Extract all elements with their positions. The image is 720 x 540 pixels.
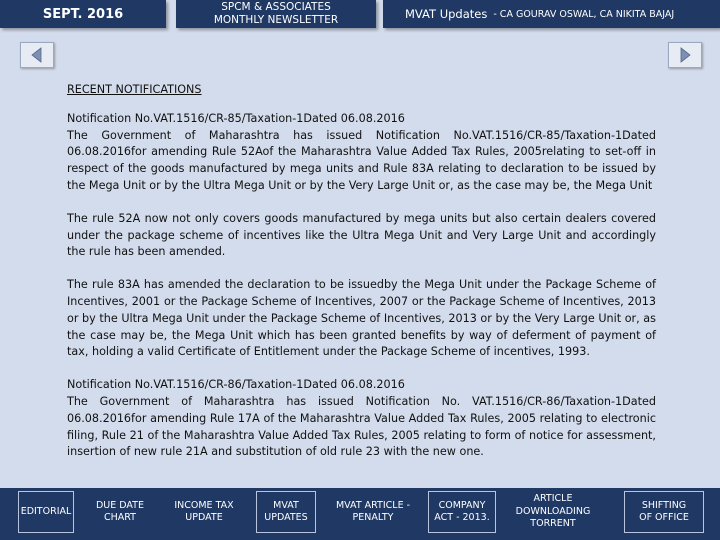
newsletter-date-text: SEPT. 2016: [42, 6, 124, 22]
nav-article-label-2: DOWNLOADING: [515, 505, 591, 517]
arrow-left-icon: [28, 46, 46, 64]
nav-shifting-label-1: SHIFTING: [641, 499, 687, 511]
previous-slide-button[interactable]: [20, 42, 54, 68]
nav-companies-act[interactable]: [428, 491, 496, 533]
nav-companies-label-1: COMPANY: [438, 499, 486, 511]
nav-mvat-label-1: MVAT: [273, 499, 299, 511]
firm-banner: [176, 0, 376, 28]
notification-1-title: Notification No.VAT.1516/CR-85/Taxation-1Dated 06.08.2016: [67, 111, 405, 125]
nav-editorial-label: EDITORIAL: [20, 505, 72, 517]
nav-income-tax-update[interactable]: [167, 490, 241, 534]
page-title: MVAT Updates: [405, 7, 488, 21]
nav-article-label-1: ARTICLE: [533, 493, 573, 505]
nav-article-downloading-torrent[interactable]: [508, 490, 598, 534]
article-content: [67, 82, 656, 477]
next-slide-button[interactable]: [668, 42, 702, 68]
paragraph-rule-52a: The rule 52A now not only covers goods manufactured by mega units but also certain dealers covered under the package scheme of incentives like the Ultra Mega Unit and Very Large Unit and accordingly the rule has been amended.: [67, 211, 656, 259]
nav-income-tax-label-2: UPDATE: [185, 512, 223, 523]
nav-mvat-article-penalty[interactable]: [328, 490, 418, 534]
notification-1-body: The Government of Maharashtra has issued Notification No.VAT.1516/CR-85/Taxation-1Dated 06.08.2016for amending Rule 52Aof the Maharashtra Value Added Tax Rules, 2005relating to set-off in respect of the goods manufactured by mega units and Rule 83A relating to declaration to be issued by the Mega Unit or by the Ultra Mega Unit or by the Very Large Unit or, as the case may be, the Mega Unit: [67, 128, 656, 192]
nav-mvat-article-label-1: MVAT ARTICLE -: [335, 499, 411, 511]
page-authors: - CA GOURAV OSWAL, CA NIKITA BAJAJ: [493, 8, 675, 20]
notification-2-body: The Government of Maharashtra has issued Notification No. VAT.1516/CR-86/Taxation-1Dated 06.08.2016for amending Rule 17A of the Maharashtra Value Added Tax Rules, 2005 relating to electronic filing, Rule 21 of the Maharashtra Value Added Tax Rules, 2005 relating to form of notice for assessment, insertion of new rule 21A and substitution of old rule 23 with the new one.: [67, 394, 656, 459]
page-title-banner: [383, 0, 720, 28]
newsletter-date: [0, 0, 166, 28]
nav-companies-label-2: ACT - 2013.: [434, 512, 490, 523]
arrow-right-icon: [676, 46, 694, 64]
nav-shifting-of-office[interactable]: [624, 491, 704, 533]
nav-income-tax-label-1: INCOME TAX: [174, 499, 234, 511]
nav-due-date-chart[interactable]: [88, 490, 152, 534]
nav-article-label-3: TORRENT: [530, 518, 576, 530]
newsletter-label: MONTHLY NEWSLETTER: [213, 14, 339, 26]
nav-editorial[interactable]: [18, 491, 74, 533]
nav-due-date-label-1: DUE DATE: [95, 499, 144, 511]
nav-mvat-article-label-2: PENALTY: [352, 512, 394, 523]
nav-mvat-label-2: UPDATES: [264, 512, 308, 523]
section-heading: RECENT NOTIFICATIONS: [67, 83, 202, 96]
nav-shifting-label-2: OF OFFICE: [639, 512, 689, 523]
notification-2-title: Notification No.VAT.1516/CR-86/Taxation-1Dated 06.08.2016: [67, 378, 405, 392]
nav-due-date-label-2: CHART: [103, 512, 136, 523]
paragraph-rule-83a: The rule 83A has amended the declaration to be issuedby the Mega Unit under the Package Scheme of Incentives, 2001 or the Package Scheme of Incentives, 2007 or the Package Scheme of Incentives, 2013 or by the Ultra Mega Unit under the Package Scheme of Incentives, 2013 or by the Very Large Unit or, as the case may be, the Mega Unit which has been granted benefits by way of deferment of payment of tax, holding a valid Certificate of Entitlement under the Package Scheme of incentives, 1993.: [67, 278, 656, 359]
nav-mvat-updates[interactable]: [256, 491, 316, 533]
firm-name: SPCM & ASSOCIATES: [221, 1, 331, 13]
